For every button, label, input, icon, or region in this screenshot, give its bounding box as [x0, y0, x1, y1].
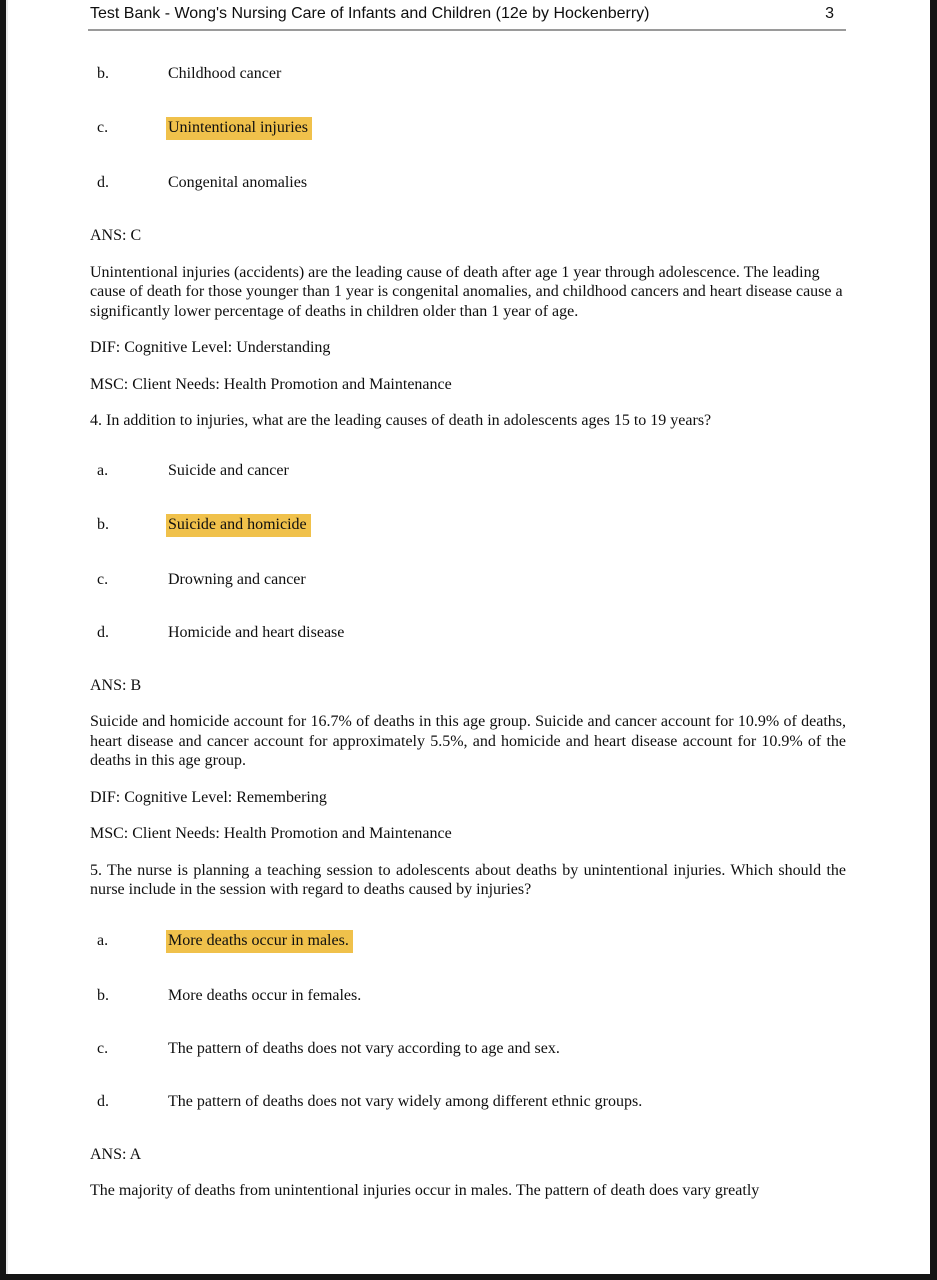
answer-line: ANS: C: [90, 227, 142, 244]
option-letter: c.: [97, 570, 109, 588]
option-letter: b.: [97, 986, 109, 1004]
question-block: [90, 861, 846, 1201]
option-letter: c.: [97, 119, 109, 136]
option-row: [90, 514, 846, 537]
option-text-highlighted: More deaths occur in males.: [166, 930, 353, 953]
question-text: 5. The nurse is planning a teaching session to adolescents about deaths by unintentional injuries. Which should the nurse include in the session with regard to deaths caused by injuries?: [90, 861, 846, 898]
left-page-edge-shadow: [6, 0, 8, 1280]
option-row: [90, 930, 846, 953]
answer-options: [90, 64, 846, 193]
option-text: The pattern of deaths does not vary according to age and sex.: [168, 1039, 560, 1057]
option-letter: d.: [97, 174, 109, 191]
option-row: [90, 1039, 846, 1059]
option-row: [90, 623, 846, 643]
option-row: [90, 64, 846, 84]
option-text: Childhood cancer: [168, 65, 282, 82]
right-page-edge: [930, 0, 937, 1280]
option-text: More deaths occur in females.: [168, 986, 362, 1004]
question-block: [90, 64, 846, 394]
option-letter: c.: [97, 1039, 109, 1057]
header-page-number: 3: [825, 5, 834, 22]
option-row: [90, 117, 846, 140]
question-block: [90, 411, 846, 844]
header-title: Test Bank - Wong's Nursing Care of Infants and Children (12e by Hockenberry): [90, 5, 650, 22]
rationale-text: The majority of deaths from unintentional injuries occur in males. The pattern of death does vary greatly: [90, 1182, 760, 1199]
answer-line: ANS: B: [90, 676, 142, 694]
rationale-text: Unintentional injuries (accidents) are the leading cause of death after age 1 year through adolescence. The leading cause of death for those younger than 1 year is congenital anomalies, and childhood cancers and heart disease cause a significantly lower percentage of deaths in children older than 1 year of age.: [90, 263, 843, 320]
dif-line: DIF: Cognitive Level: Understanding: [90, 339, 331, 356]
answer-options: [90, 930, 846, 1112]
option-text: Homicide and heart disease: [168, 623, 345, 641]
option-text: Suicide and cancer: [168, 461, 289, 479]
option-row: [90, 986, 846, 1006]
question-text: 4. In addition to injuries, what are the leading causes of death in adolescents ages 15 to 19 years?: [90, 412, 712, 429]
option-text-highlighted: Unintentional injuries: [166, 117, 312, 140]
page-content: [90, 64, 846, 1201]
option-letter: a.: [97, 931, 109, 949]
answer-line: ANS: A: [90, 1145, 142, 1163]
option-text: Congenital anomalies: [168, 174, 308, 191]
option-row: [90, 1092, 846, 1112]
option-row: [90, 173, 846, 193]
dif-line: DIF: Cognitive Level: Remembering: [90, 788, 327, 806]
msc-line: MSC: Client Needs: Health Promotion and Maintenance: [90, 825, 452, 842]
option-letter: d.: [97, 1092, 109, 1110]
option-text: The pattern of deaths does not vary widely among different ethnic groups.: [168, 1092, 643, 1110]
option-text-highlighted: Suicide and homicide: [166, 514, 311, 537]
page-header: [88, 0, 846, 31]
option-letter: b.: [97, 515, 109, 533]
rationale-text: Suicide and homicide account for 16.7% of deaths in this age group. Suicide and cancer account for 10.9% of deaths, heart disease and cancer account for approximately 5.5%, and homicide and heart disease account for 10.9% of the deaths in this age group.: [90, 713, 846, 769]
option-row: [90, 461, 846, 481]
option-row: [90, 570, 846, 590]
answer-options: [90, 461, 846, 643]
option-letter: a.: [97, 461, 109, 479]
option-text: Drowning and cancer: [168, 570, 306, 588]
msc-line: MSC: Client Needs: Health Promotion and Maintenance: [90, 375, 452, 393]
bottom-page-edge: [0, 1274, 937, 1280]
option-letter: d.: [97, 623, 109, 641]
option-letter: b.: [97, 65, 109, 82]
